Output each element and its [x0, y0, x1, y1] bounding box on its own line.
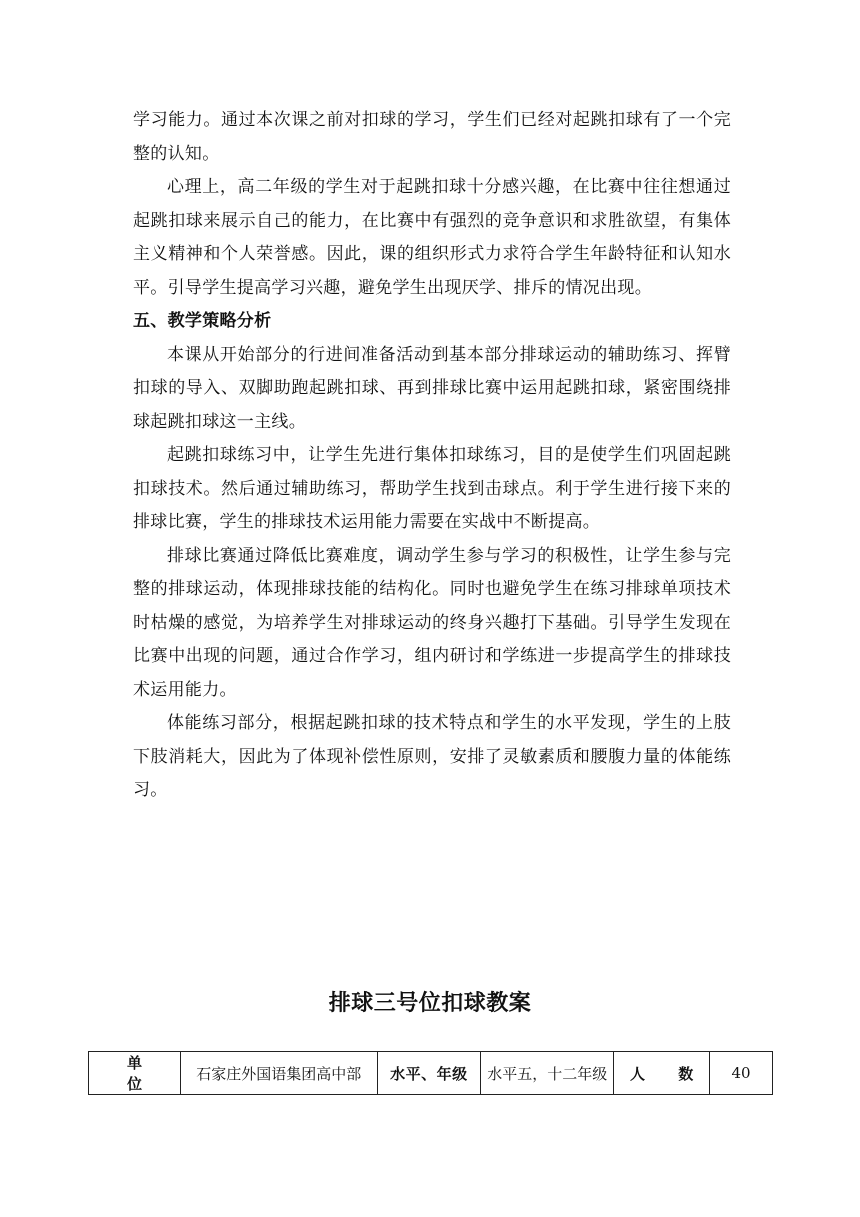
- student-count-value: 40: [710, 1052, 773, 1095]
- section-heading-teaching-strategy: 五、教学策略分析: [133, 311, 272, 331]
- student-count-label: 人 数: [614, 1052, 710, 1095]
- level-grade-value: 水平五，十二年级: [481, 1052, 614, 1095]
- level-grade-label: 水平、年级: [377, 1052, 481, 1095]
- unit-label: 单 位: [89, 1052, 181, 1095]
- paragraph-continuation: 学习能力。通过本次课之前对扣球的学习，学生们已经对起跳扣球有了一个完整的认知。: [133, 110, 731, 164]
- lesson-plan-title: 排球三号位扣球教案: [328, 991, 532, 1016]
- document-body: [133, 104, 731, 808]
- paragraph-fitness: 体能练习部分，根据起跳扣球的技术特点和学生的水平发现，学生的上肢下肢消耗大，因此为了体现补偿性原则，安排了灵敏素质和腰腹力量的体能练习。: [133, 713, 731, 800]
- paragraph-psychology: 心理上，高二年级的学生对于起跳扣球十分感兴趣，在比赛中往往想通过起跳扣球来展示自己的能力，在比赛中有强烈的竞争意识和求胜欲望，有集体主义精神和个人荣誉感。因此，课的组织形式力求符合学生年龄特征和认知水平。引导学生提高学习兴趣，避免学生出现厌学、排斥的情况出现。: [133, 177, 731, 298]
- unit-value: 石家庄外国语集团高中部: [180, 1052, 377, 1095]
- paragraph-strategy-overview: 本课从开始部分的行进间准备活动到基本部分排球运动的辅助练习、挥臂扣球的导入、双脚助跑起跳扣球、再到排球比赛中运用起跳扣球，紧密围绕排球起跳扣球这一主线。: [133, 344, 731, 432]
- table-row: [89, 1052, 773, 1095]
- paragraph-match-play: 排球比赛通过降低比赛难度，调动学生参与学习的积极性，让学生参与完整的排球运动，体现排球技能的结构化。同时也避免学生在练习排球单项技术时枯燥的感觉，为培养学生对排球运动的终身兴趣打下基础。引导学生发现在比赛中出现的问题，通过合作学习，组内研讨和学练进一步提高学生的排球技术运用能力。: [133, 545, 731, 700]
- paragraph-spike-practice: 起跳扣球练习中，让学生先进行集体扣球练习，目的是使学生们巩固起跳扣球技术。然后通过辅助练习，帮助学生找到击球点。利于学生进行接下来的排球比赛，学生的排球技术运用能力需要在实战中不断提高。: [133, 445, 731, 532]
- lesson-info-table: [88, 1051, 773, 1095]
